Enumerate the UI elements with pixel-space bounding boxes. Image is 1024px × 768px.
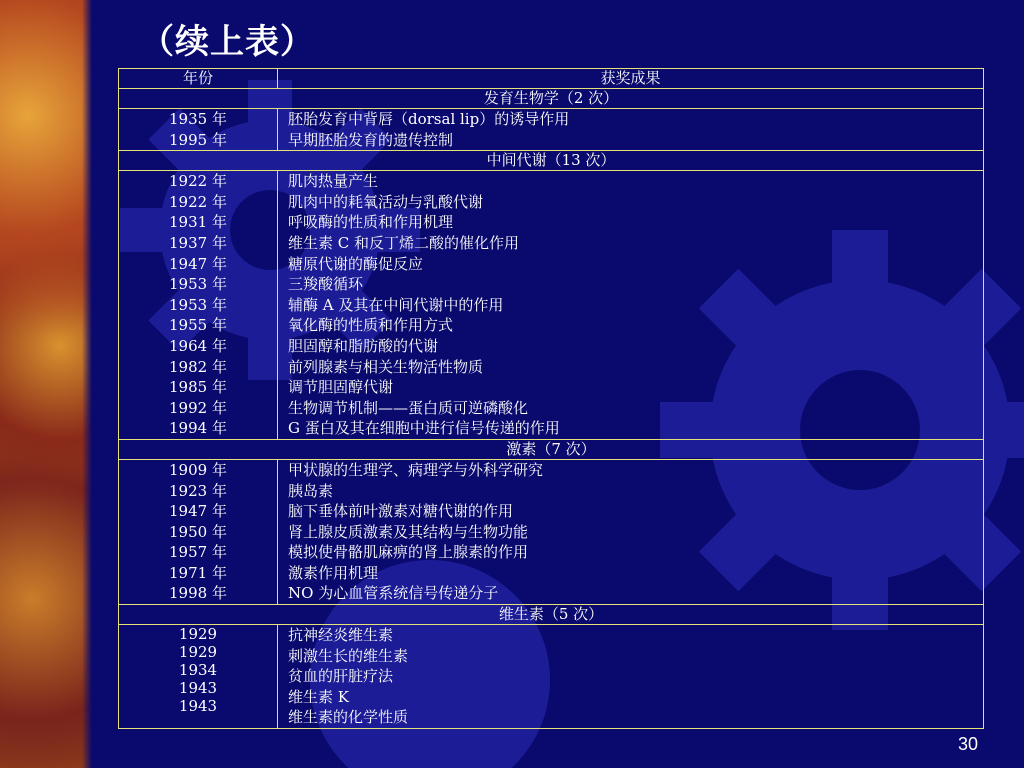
result: 肌肉热量产生 <box>288 172 379 191</box>
table-header-row <box>119 69 984 89</box>
result: 早期胚胎发育的遗传控制 <box>288 130 454 149</box>
section-body <box>119 109 984 151</box>
year: 1909 年 <box>169 460 227 479</box>
result: 糖原代谢的酶促反应 <box>288 254 424 273</box>
year: 1934 <box>178 661 218 680</box>
year: 1985 年 <box>169 378 227 397</box>
section-title: 激素（7 次） <box>119 439 984 459</box>
section-body <box>119 459 984 604</box>
result: 脑下垂体前叶激素对糖代谢的作用 <box>288 502 514 521</box>
section-row <box>119 605 984 625</box>
year: 1994 年 <box>169 419 227 438</box>
page-title: （续上表） <box>140 22 315 62</box>
result: 呼吸酶的性质和作用机理 <box>288 213 454 232</box>
result: 三羧酸循环 <box>288 275 364 294</box>
year-cell <box>119 625 278 729</box>
result: 模拟使骨骼肌麻痹的肾上腺素的作用 <box>288 543 529 562</box>
year: 1957 年 <box>169 543 227 562</box>
result: 贫血的肝脏疗法 <box>288 667 394 686</box>
year: 1953 年 <box>169 295 227 314</box>
result: NO 为心血管系统信号传递分子 <box>288 584 499 603</box>
year: 1937 年 <box>169 233 227 252</box>
result: 维生素 C 和反丁烯二酸的催化作用 <box>288 233 520 252</box>
nobel-awards-table <box>118 68 984 729</box>
section-row <box>119 151 984 171</box>
header-year: 年份 <box>119 69 278 89</box>
result-cell <box>278 109 984 151</box>
section-row <box>119 89 984 109</box>
result: 调节胆固醇代谢 <box>288 378 394 397</box>
year: 1943 <box>178 697 218 716</box>
year: 1955 年 <box>169 316 227 335</box>
year-cell <box>119 109 278 151</box>
result: 维生素的化学性质 <box>288 708 409 727</box>
year: 1992 年 <box>169 398 227 417</box>
year: 1982 年 <box>169 357 227 376</box>
decorative-side-strip <box>0 0 92 768</box>
year: 1998 年 <box>169 584 227 603</box>
result: G 蛋白及其在细胞中进行信号传递的作用 <box>288 419 560 438</box>
year: 1931 年 <box>169 213 227 232</box>
year: 1947 年 <box>169 502 227 521</box>
year: 1964 年 <box>169 336 227 355</box>
header-result: 获奖成果 <box>278 69 984 89</box>
year: 1950 年 <box>169 522 227 541</box>
result: 辅酶 A 及其在中间代谢中的作用 <box>288 295 504 314</box>
year: 1922 年 <box>169 172 227 191</box>
result: 肾上腺皮质激素及其结构与生物功能 <box>288 522 529 541</box>
result: 胰岛素 <box>288 481 334 500</box>
year: 1929 <box>178 643 218 662</box>
year-cell <box>119 459 278 604</box>
result: 肌肉中的耗氧活动与乳酸代谢 <box>288 192 484 211</box>
year: 1947 年 <box>169 254 227 273</box>
year: 1953 年 <box>169 275 227 294</box>
result: 胆固醇和脂肪酸的代谢 <box>288 336 439 355</box>
year-cell <box>119 171 278 440</box>
section-row <box>119 439 984 459</box>
section-body <box>119 625 984 729</box>
result: 激素作用机理 <box>288 563 379 582</box>
year: 1995 年 <box>169 130 227 149</box>
result: 维生素 K <box>288 687 349 706</box>
year: 1935 年 <box>169 110 227 128</box>
result-cell <box>278 459 984 604</box>
result: 胚胎发育中背唇（dorsal lip）的诱导作用 <box>288 110 570 128</box>
result: 甲状腺的生理学、病理学与外科学研究 <box>288 460 544 479</box>
section-title: 发育生物学（2 次） <box>119 89 984 109</box>
year: 1943 <box>178 679 218 698</box>
year: 1929 <box>178 625 218 644</box>
result: 前列腺素与相关生物活性物质 <box>288 357 484 376</box>
result: 生物调节机制——蛋白质可逆磷酸化 <box>288 398 529 417</box>
section-title: 中间代谢（13 次） <box>119 151 984 171</box>
page-number: 30 <box>957 734 978 754</box>
result: 抗神经炎维生素 <box>288 626 394 645</box>
result: 氧化酶的性质和作用方式 <box>288 316 454 335</box>
year: 1971 年 <box>169 563 227 582</box>
section-body <box>119 171 984 440</box>
section-title: 维生素（5 次） <box>119 605 984 625</box>
year: 1923 年 <box>169 481 227 500</box>
year: 1922 年 <box>169 192 227 211</box>
result-cell <box>278 625 984 729</box>
result-cell <box>278 171 984 440</box>
result: 刺激生长的维生素 <box>288 646 409 665</box>
